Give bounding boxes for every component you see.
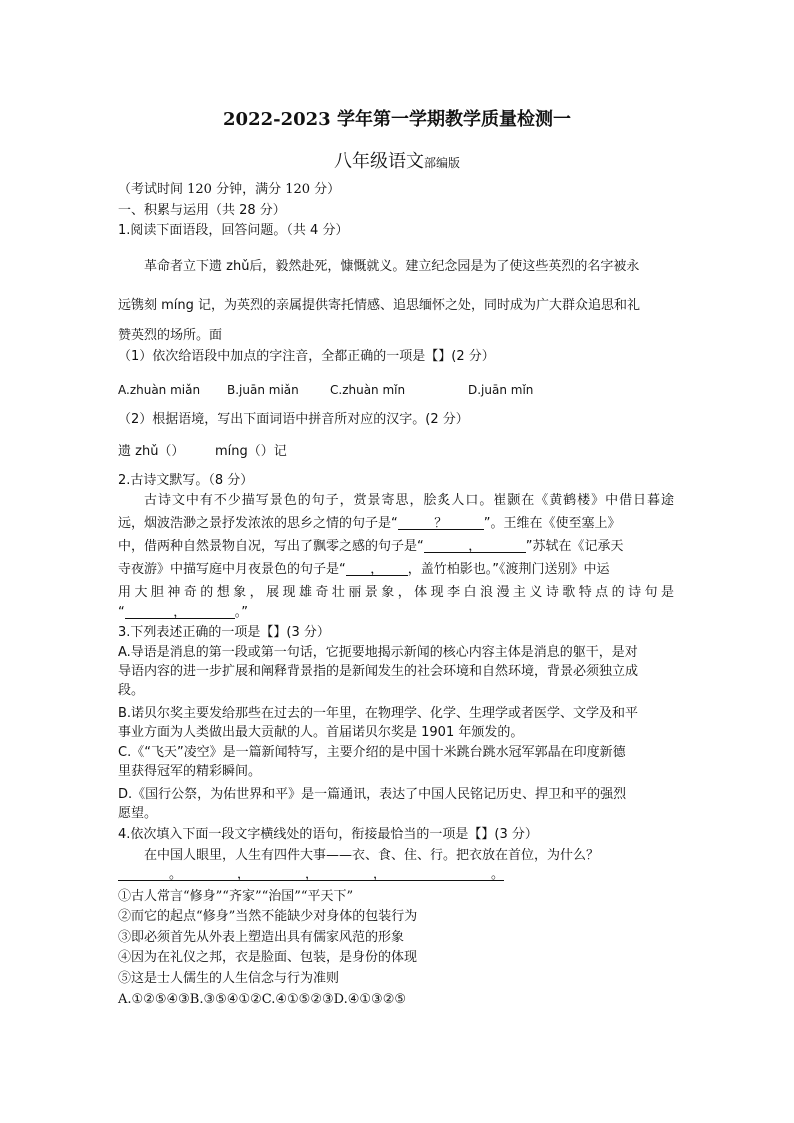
q4-item: ③即必须首先从外表上塑造出具有儒家风范的形象 [118, 930, 405, 945]
question-1-heading: 1.阅读下面语段，回答问题。（共 4 分） [118, 223, 349, 238]
q3-option-c: C.《“飞天”凌空》是一篇新闻特写，主要介绍的是中国十米跳台跳水冠军郭晶在印度新德 [118, 745, 626, 760]
q2-text-line: 用大胆神奇的想象，展现雄奇壮丽景象，体现李白浪漫主义诗歌特点的诗句是 [118, 585, 674, 600]
q3-option-d: 愿望。 [118, 806, 158, 821]
q3-option-c: 里获得冠军的精彩瞬间。 [118, 764, 262, 779]
question-4-heading: 4.依次填入下面一段文字横线处的语句，衔接最恰当的一项是【】(3 分） [118, 827, 538, 842]
q3-option-d: D.《国行公祭，为佑世界和平》是一篇通讯，表达了中国人民铭记历史、捍卫和平的强烈 [118, 787, 627, 802]
answer-blank[interactable]: ， [125, 604, 235, 619]
blank-ming: míng（）记 [215, 444, 287, 459]
q4-intro: 在中国人眼里，人生有四件大事——衣、食、住、行。把衣放在首位，为什么？ [144, 848, 600, 863]
q3-option-b: B.诺贝尔奖主要发给那些在过去的一年里，在物理学、化学、生理学或者医学、文学及和平 [118, 706, 639, 721]
q1-sub1-options [118, 381, 533, 399]
q2-text-line: 远，烟波浩渺之景抒发浓浓的思乡之情的句子是“ ？ ”。王维在《使至塞上》 [118, 516, 621, 531]
page-subtitle [0, 150, 794, 175]
q1-sub2-prompt: （2）根据语境，写出下面词语中拼音所对应的汉字。(2 分） [118, 412, 469, 427]
q2-text-line: 中，借两种自然景物自况，写出了飘零之感的句子是“ ， ”苏轼在《记承天 [118, 539, 624, 554]
q4-item: ④因为在礼仪之邦，衣是脸面、包装，是身份的体现 [118, 950, 418, 965]
answer-blank[interactable]: ， [346, 561, 408, 576]
q3-option-a: 段。 [118, 683, 145, 698]
question-2-heading: 2.古诗文默写。（8 分） [118, 473, 254, 488]
exam-info: （考试时间 120 分钟，满分 120 分） [118, 182, 341, 197]
q2-text-line: “ ， 。” [118, 605, 248, 620]
answer-blank[interactable]: ， [250, 866, 318, 881]
q1-passage-line: 远镌刻 míng 记，为英烈的亲属提供寄托情感、追思缅怀之处，同时成为广大群众追思和礼 [118, 298, 641, 313]
answer-blank[interactable]: ， [182, 866, 250, 881]
q4-item: ⑤这是士人儒生的人生信念与行为准则 [118, 971, 340, 986]
q2-text-line: 古诗文中有不少描写景色的句子，赏景寄思，脍炙人口。崔颢在《黄鹤楼》中借日暮途 [144, 493, 674, 508]
option-a: A.zhuàn miǎn [118, 383, 201, 397]
subtitle-main: 八年级语文 [333, 151, 424, 172]
answer-blank[interactable]: ？ [398, 515, 484, 530]
q1-sub2-blanks [118, 443, 287, 461]
q1-sub1-prompt: （1）依次给语段中加点的字注音，全都正确的一项是【】(2 分） [118, 349, 495, 364]
option-d: D.juān mǐn [468, 383, 534, 397]
answer-blank[interactable]: ， [424, 538, 526, 553]
option-b: B.juān miǎn [227, 383, 299, 397]
q3-option-b: 事业方面为人类做出最大贡献的人。首届诺贝尔奖是 1901 年颁发的。 [118, 725, 524, 740]
q3-option-a: A.导语是消息的第一段或第一句话，它扼要地揭示新闻的核心内容主体是消息的躯干，是对 [118, 645, 638, 660]
answer-blank[interactable]: 。 [118, 866, 182, 881]
question-3-heading: 3.下列表述正确的一项是【】(3 分） [118, 625, 330, 640]
subtitle-edition: 部编版 [423, 156, 460, 170]
q2-text-line: 寺夜游》中描写庭中月夜景色的句子是“ ， ，盖竹柏影也。”《渡荆门送别》中运 [118, 562, 610, 577]
q3-option-a: 导语内容的进一步扩展和阐释背景指的是新闻发生的社会环境和自然环境，背景必须独立成 [118, 664, 639, 679]
answer-blank[interactable]: ， [318, 866, 386, 881]
q4-options: A.①②⑤④③B.③⑤④①②C.④①⑤②③D.④①③②⑤ [118, 992, 406, 1007]
q1-passage-line: 赞英烈的场所。面 [118, 328, 223, 343]
q4-item: ②而它的起点“修身”当然不能缺少对身体的包装行为 [118, 909, 418, 924]
blank-zhu: 遗 zhǔ（） [118, 444, 185, 459]
answer-blank[interactable]: 。 [386, 866, 504, 881]
q4-item: ①古人常言“修身”“齐家”“治国”“平天下” [118, 889, 354, 904]
option-c: C.zhuàn mǐn [330, 383, 406, 397]
q1-passage-line: 革命者立下遗 zhǔ后，毅然赴死，慷慨就义。建立纪念园是为了使这些英烈的名字被永 [144, 259, 640, 274]
section-heading: 一、积累与运用（共 28 分） [118, 203, 286, 218]
page-title: 2022-2023 学年第一学期教学质量检测一 [223, 109, 571, 130]
q4-blank-row [118, 866, 504, 884]
